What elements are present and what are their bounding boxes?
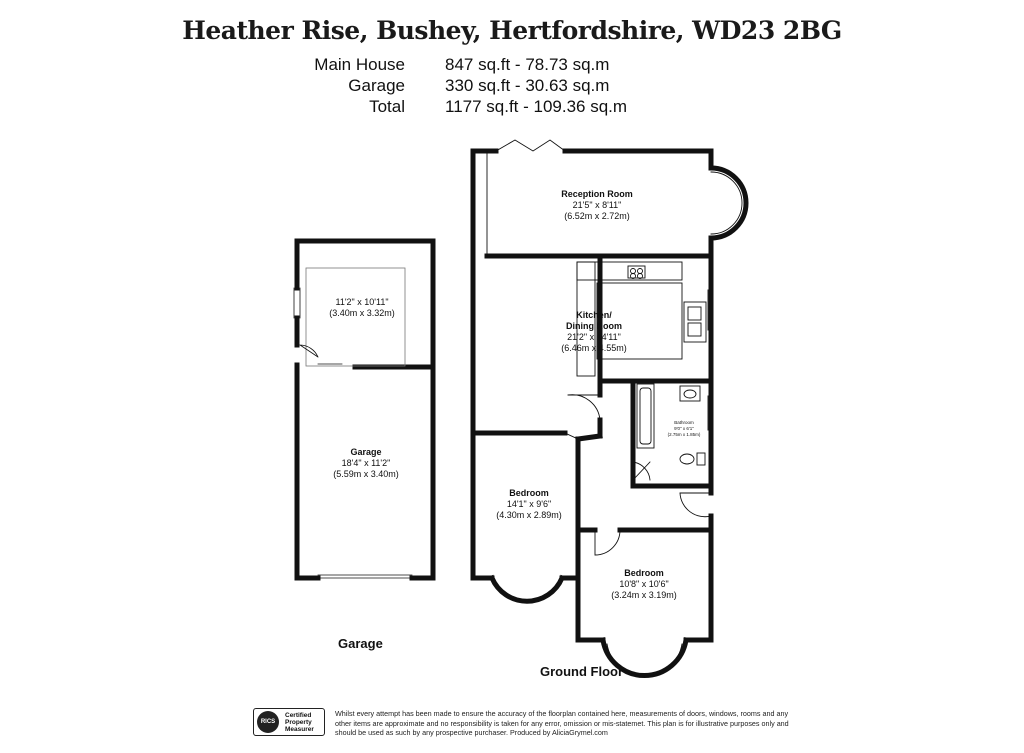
room-name: Bedroom <box>624 568 664 578</box>
area-label: Garage <box>348 76 405 95</box>
badge-line: Certified <box>285 711 312 719</box>
badge-line: Measurer <box>285 725 314 733</box>
room-dimensions-metric: (4.30m x 2.89m) <box>496 510 562 520</box>
room-dimensions-metric: (3.24m x 3.19m) <box>611 590 677 600</box>
room-dimensions-imperial: 14'1" x 9'6" <box>506 499 552 509</box>
area-label: Main House <box>314 55 405 74</box>
area-value: 847 sq.ft - 78.73 sq.m <box>445 55 610 74</box>
house-walls <box>473 151 746 676</box>
room-dimensions-imperial: 18'4" x 11'2" <box>341 458 391 468</box>
area-value: 1177 sq.ft - 109.36 sq.m <box>445 97 628 116</box>
badge-text <box>285 712 314 733</box>
room-name: Kitchen/ <box>576 310 612 320</box>
room-label-bedroom-2 <box>611 568 677 600</box>
page-title: Heather Rise, Bushey, Hertfordshire, WD23 2BG <box>182 16 842 45</box>
room-dimensions-metric: (5.59m x 3.40m) <box>333 469 399 479</box>
room-dimensions-metric: (6.52m x 2.72m) <box>564 211 630 221</box>
room-label-bedroom-1 <box>496 488 562 520</box>
room-dimensions-imperial: 21'2" x 14'11" <box>567 332 621 342</box>
badge-line: Property <box>285 718 312 726</box>
room-dimensions-imperial: 10'8" x 10'6" <box>619 579 669 589</box>
floor-label-ground: Ground Floor <box>540 664 624 679</box>
room-label-reception <box>561 189 633 221</box>
room-label-bathroom <box>668 420 701 437</box>
area-value: 330 sq.ft - 30.63 sq.m <box>445 76 610 95</box>
room-name: Reception Room <box>561 189 633 199</box>
room-label-kitchen <box>561 310 627 353</box>
room-dimensions-imperial: 11'2" x 10'11" <box>335 297 389 307</box>
room-dimensions-metric: (3.40m x 3.32m) <box>329 308 395 318</box>
room-dimensions-imperial: 21'5" x 8'11" <box>572 200 622 210</box>
room-dimensions-imperial: 9'0" x 6'1" <box>674 426 694 431</box>
rics-badge <box>253 708 325 736</box>
room-label-garage-store <box>329 297 395 318</box>
interior-walls <box>473 256 711 578</box>
room-name: Bedroom <box>509 488 549 498</box>
floor-label-garage: Garage <box>338 636 383 651</box>
room-dimensions-metric: (6.46m x 4.55m) <box>561 343 627 353</box>
room-name: Dining Room <box>566 321 622 331</box>
disclaimer: Whilst every attempt has been made to ensure the accuracy of the floorplan contained here, measurements of doors, windows, rooms and any other items are approximate and no responsibility is taken for any error, omission or mis-statemet. This plan is for illustrative purposes only and should be used as such by any prospective purchaser. Produced by AliciaGrymel.com <box>335 709 789 738</box>
room-name: Garage <box>350 447 382 457</box>
room-label-garage <box>333 447 399 479</box>
rics-logo: RICS <box>257 711 279 733</box>
garage-walls <box>297 241 433 578</box>
area-label: Total <box>369 97 405 116</box>
room-name: Bathroom <box>674 420 694 425</box>
room-dimensions-metric: (2.75m x 1.85m) <box>667 432 701 437</box>
